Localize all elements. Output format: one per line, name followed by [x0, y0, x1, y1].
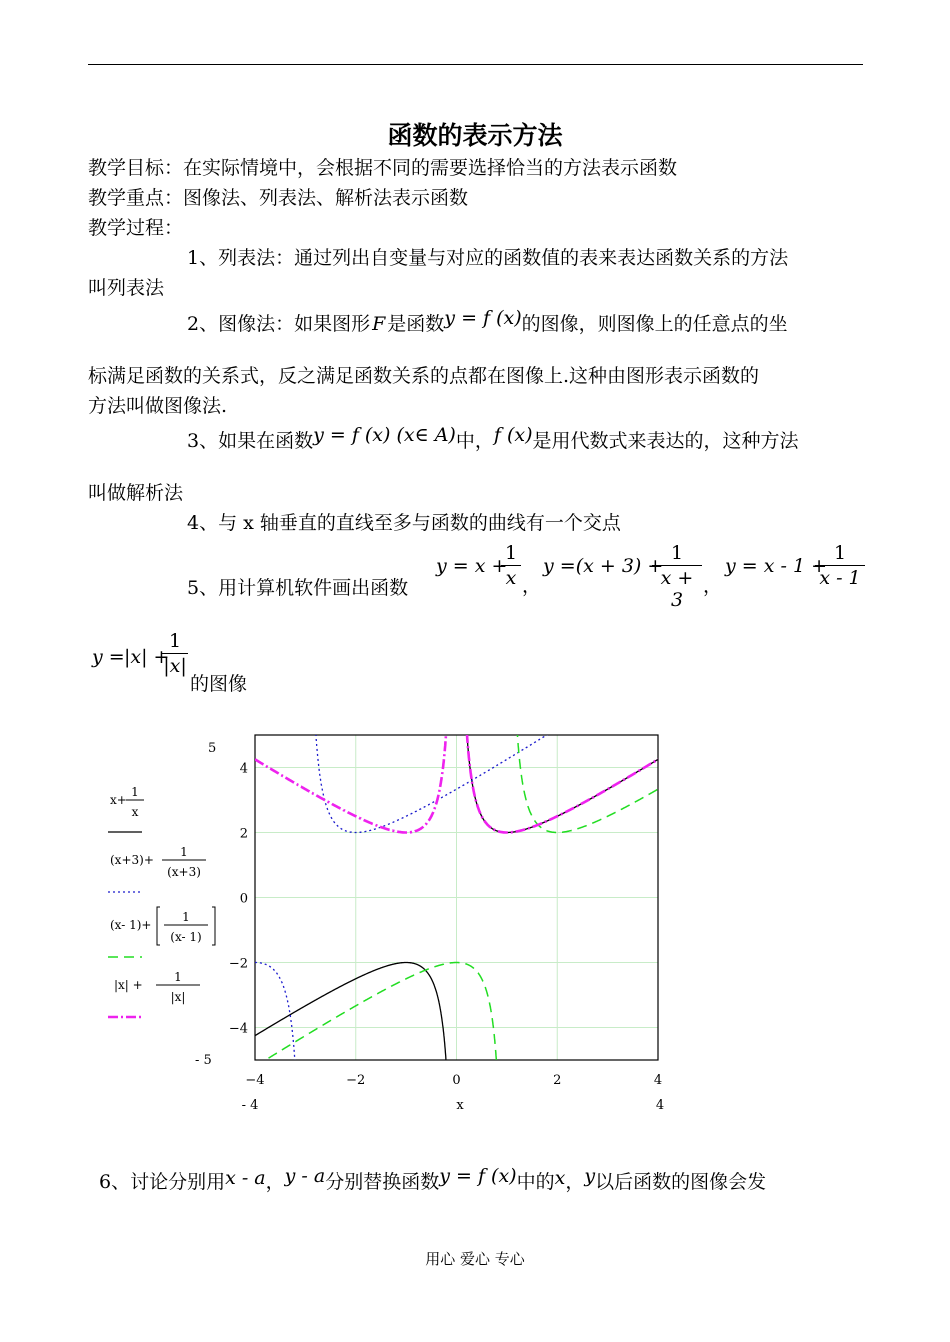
item3-fx: f (x) [493, 424, 533, 446]
item2-equation: y = f (x) [444, 307, 522, 329]
legend-den: x [131, 805, 139, 819]
f4-fraction [162, 630, 188, 677]
item3-mid: 中， [455, 430, 494, 452]
y-tick-labels [229, 762, 248, 1037]
legend-bracket-right [212, 907, 215, 945]
legend-num: 1 [182, 910, 190, 924]
item2-pre: 2、图像法：如果图形 [187, 313, 371, 335]
legend [108, 785, 215, 1017]
x-axis-label: x [456, 1098, 464, 1113]
item6-xa: x - a [225, 1167, 266, 1189]
item3-line [187, 424, 799, 453]
x-max-label: 4 [655, 1098, 665, 1113]
comma-1: ， [522, 575, 542, 597]
f3-num: 1 [815, 542, 865, 566]
focus-line: 教学重点：图像法、列表法、解析法表示函数 [88, 187, 469, 209]
legend-num: 1 [131, 785, 139, 799]
f2-lhs: y =(x + 3) + [543, 555, 664, 577]
item5-line: 5、用计算机软件画出函数 [187, 577, 409, 599]
item6-line [99, 1165, 767, 1194]
page-title: 函数的表示方法 [387, 121, 563, 150]
function-graph [90, 730, 690, 1120]
x-tick-label: −2 [346, 1073, 366, 1088]
f2-den: x + 3 [660, 567, 694, 611]
f3-fraction [815, 542, 865, 589]
item1-line: 1、列表法：通过列出自变量与对应的函数值的表来表达函数关系的方法 [187, 247, 789, 269]
f1-fraction [501, 542, 521, 589]
item6-c2: ， [565, 1171, 585, 1193]
item3-pre: 3、如果在函数 [187, 430, 314, 452]
item2-line [187, 307, 788, 336]
item5-post: 的图像 [190, 673, 248, 695]
y-tick-label: 0 [239, 891, 248, 907]
process-line: 教学过程： [88, 217, 184, 239]
item6-pre: 6、讨论分别用 [99, 1171, 226, 1193]
item2-mid: 是函数 [387, 313, 445, 335]
item6-ya: y - a [284, 1165, 326, 1187]
item6-c1: ， [265, 1171, 285, 1193]
legend-num: 1 [180, 845, 188, 859]
x-tick-label: −4 [245, 1073, 265, 1088]
legend-den: (x- 1) [170, 930, 202, 944]
item2-cont2: 方法叫做图像法. [88, 395, 228, 417]
item3-post: 是用代数式来表达的，这种方法 [532, 430, 799, 452]
legend-den: (x+3) [167, 865, 201, 879]
f3-lhs: y = x - 1 + [725, 555, 827, 577]
f1-num: 1 [501, 542, 521, 566]
item2-post: 的图像，则图像上的任意点的坐 [521, 313, 788, 335]
item2-F: F [372, 313, 386, 335]
y-tick-label: 2 [239, 826, 248, 842]
header-rule [88, 64, 863, 65]
y-tick-label: −2 [228, 956, 248, 972]
x-tick-labels [245, 1073, 662, 1088]
f1-den: x [505, 567, 517, 589]
item1-cont: 叫列表法 [88, 277, 165, 299]
item6-y: y [584, 1165, 596, 1187]
item6-post: 以后函数的图像会发 [595, 1171, 767, 1193]
legend-expr: (x+3)+ [110, 853, 154, 867]
y-max-label: 5 [208, 741, 217, 756]
f2-num: 1 [652, 542, 702, 566]
f2-fraction [652, 542, 702, 611]
f3-den: x - 1 [819, 567, 861, 589]
item6-x: x [554, 1167, 566, 1189]
item3-equation: y = f (x) (x∈ A) [313, 424, 456, 446]
x-tick-label: 4 [653, 1073, 663, 1088]
x-tick-label: 0 [452, 1073, 461, 1088]
x-min-label: - 4 [241, 1098, 259, 1113]
item6-in: 中的 [516, 1171, 555, 1193]
f4-lhs: y = [92, 646, 125, 668]
legend-den: |x| [170, 990, 186, 1004]
legend-expr: |x| + [114, 978, 143, 992]
f4-num: 1 [162, 630, 188, 654]
comma-2: ， [703, 575, 723, 597]
legend-num: 1 [174, 970, 182, 984]
item2-cont1: 标满足函数的关系式，反之满足函数关系的点都在图像上.这种由图形表示函数的 [88, 365, 760, 387]
f4-den: |x| [163, 655, 187, 677]
f4-abs: |x| + [124, 646, 170, 668]
grid [255, 735, 658, 1060]
footer: 用心 爱心 专心 [425, 1250, 525, 1268]
legend-expr: (x- 1)+ [110, 918, 152, 932]
item6-mid: 分别替换函数 [325, 1171, 440, 1193]
item3-cont: 叫做解析法 [88, 482, 184, 504]
legend-bracket-left [157, 907, 160, 945]
y-min-label: - 5 [195, 1053, 212, 1068]
legend-expr: x+ [110, 793, 127, 807]
objective-line: 教学目标：在实际情境中，会根据不同的需要选择恰当的方法表示函数 [88, 157, 678, 179]
item4-line: 4、与 x 轴垂直的直线至多与函数的曲线有一个交点 [187, 512, 621, 534]
y-tick-label: 4 [239, 761, 248, 777]
item6-equation: y = f (x) [439, 1165, 517, 1187]
y-tick-label: −4 [228, 1021, 248, 1037]
x-tick-label: 2 [553, 1073, 562, 1088]
f1-lhs: y = x + [436, 555, 508, 577]
